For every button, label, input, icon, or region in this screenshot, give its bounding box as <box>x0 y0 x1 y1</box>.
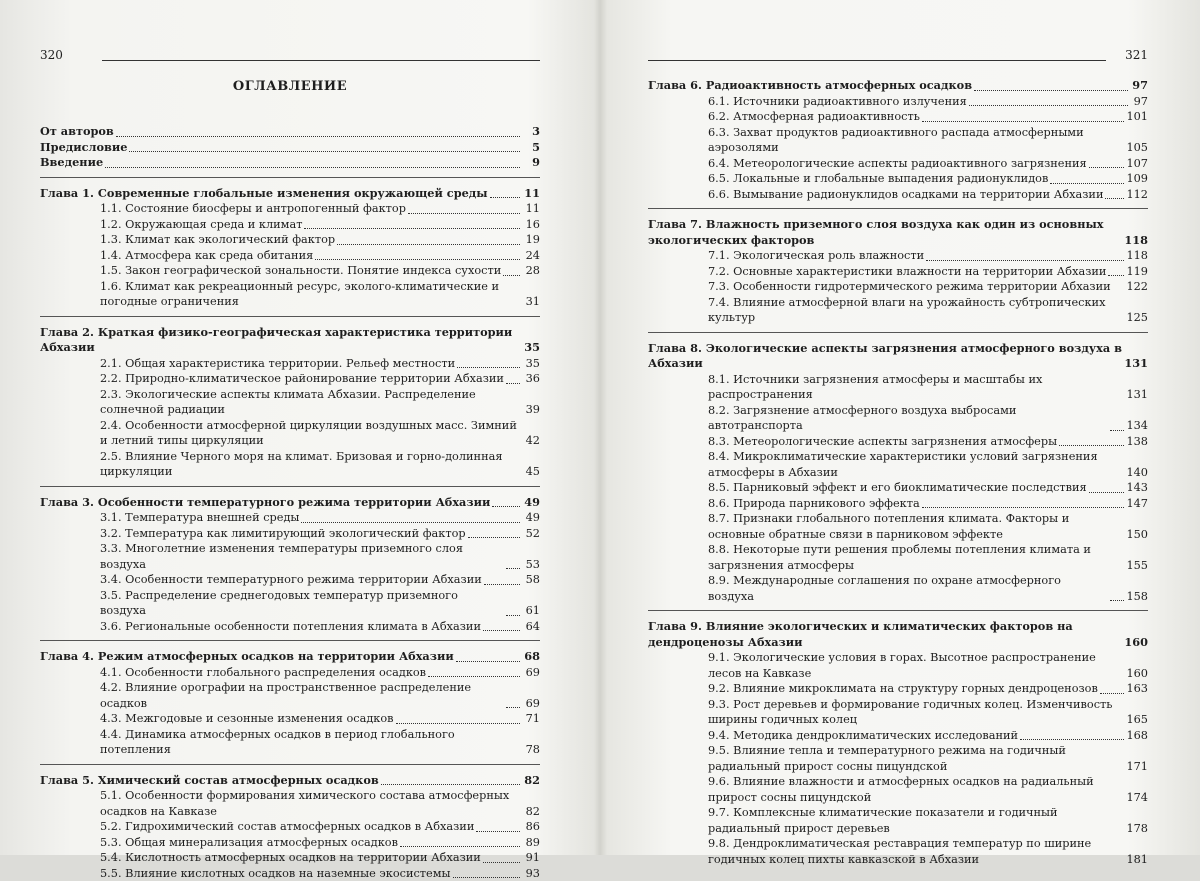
toc-section <box>648 295 1148 326</box>
section-page: 31 <box>522 294 540 310</box>
toc-section <box>648 279 1148 295</box>
chapter-title: Глава 2. Краткая физико-географическая характеристика территории Абхазии <box>40 325 522 356</box>
section-page: 89 <box>522 835 540 851</box>
toc-section <box>40 232 540 248</box>
section-page: 138 <box>1126 434 1148 450</box>
toc-section <box>648 403 1148 434</box>
section-page: 36 <box>522 371 540 387</box>
section-page: 39 <box>522 402 540 418</box>
chapter-title: Глава 5. Химический состав атмосферных осадков <box>40 773 379 789</box>
toc-section <box>40 449 540 480</box>
section-page: 131 <box>1126 387 1148 403</box>
toc-section <box>40 510 540 526</box>
toc-chapter <box>648 78 1148 94</box>
chapter-separator <box>40 640 540 641</box>
chapter-separator <box>648 332 1148 333</box>
toc-section <box>648 774 1148 805</box>
section-title: 8.3. Метеорологические аспекты загрязнения атмосферы <box>708 434 1057 450</box>
toc-section <box>648 171 1148 187</box>
section-title: 9.5. Влияние тепла и температурного режима на годичный радиальный прирост сосны пицундской <box>708 743 1126 774</box>
toc-section <box>40 835 540 851</box>
entry-page: 3 <box>522 124 540 140</box>
toc-section <box>648 372 1148 403</box>
section-page: 160 <box>1126 666 1148 682</box>
section-title: 3.3. Многолетние изменения температуры приземного слоя воздуха <box>100 541 504 572</box>
section-page: 69 <box>522 696 540 712</box>
toc-section <box>648 264 1148 280</box>
section-page: 16 <box>522 217 540 233</box>
section-page: 165 <box>1126 712 1148 728</box>
toc-section <box>648 109 1148 125</box>
toc-section <box>40 371 540 387</box>
chapter-separator <box>648 610 1148 611</box>
chapter-page: 160 <box>1124 635 1148 651</box>
section-page: 155 <box>1126 558 1148 574</box>
section-page: 24 <box>522 248 540 264</box>
toc-section <box>648 94 1148 110</box>
section-page: 178 <box>1126 821 1148 837</box>
section-title: 4.1. Особенности глобального распределения осадков <box>100 665 426 681</box>
toc-section <box>40 866 540 881</box>
section-page: 28 <box>522 263 540 279</box>
section-title: 8.7. Признаки глобального потепления климата. Факторы и основные обратные связи в парниковом эффекте <box>708 511 1126 542</box>
section-page: 91 <box>522 850 540 866</box>
toc-section <box>648 573 1148 604</box>
section-title: 9.4. Методика дендроклиматических исследований <box>708 728 1018 744</box>
toc-section <box>40 356 540 372</box>
section-title: 6.4. Метеорологические аспекты радиоактивного загрязнения <box>708 156 1087 172</box>
section-title: 6.5. Локальные и глобальные выпадения радионуклидов <box>708 171 1048 187</box>
section-page: 53 <box>522 557 540 573</box>
section-page: 118 <box>1126 248 1148 264</box>
section-page: 93 <box>522 866 540 881</box>
toc-section <box>40 680 540 711</box>
section-page: 147 <box>1126 496 1148 512</box>
section-page: 78 <box>522 742 540 758</box>
toc-chapter <box>40 773 540 789</box>
toc-section <box>40 263 540 279</box>
toc-chapter <box>40 495 540 511</box>
toc-section <box>648 511 1148 542</box>
toc-title: ОГЛАВЛЕНИЕ <box>40 79 540 94</box>
toc-section <box>648 542 1148 573</box>
section-title: 7.4. Влияние атмосферной влаги на урожайность субтропических культур <box>708 295 1126 326</box>
section-title: 6.1. Источники радиоактивного излучения <box>708 94 967 110</box>
toc-section <box>40 387 540 418</box>
section-title: 4.4. Динамика атмосферных осадков в период глобального потепления <box>100 727 522 758</box>
section-page: 64 <box>522 619 540 635</box>
section-page: 45 <box>522 464 540 480</box>
section-title: 6.3. Захват продуктов радиоактивного распада атмосферными аэрозолями <box>708 125 1126 156</box>
section-page: 109 <box>1126 171 1148 187</box>
section-title: 4.2. Влияние орографии на пространственное распределение осадков <box>100 680 504 711</box>
section-title: 9.3. Рост деревьев и формирование годичных колец. Изменчивость ширины годичных колец <box>708 697 1126 728</box>
toc-section <box>40 248 540 264</box>
section-page: 19 <box>522 232 540 248</box>
chapter-page: 118 <box>1124 233 1148 249</box>
section-page: 61 <box>522 603 540 619</box>
toc-chapter <box>648 341 1148 372</box>
section-title: 2.3. Экологические аспекты климата Абхазии. Распределение солнечной радиации <box>100 387 522 418</box>
toc-section <box>40 588 540 619</box>
chapter-page: 35 <box>522 340 540 356</box>
toc-section <box>648 836 1148 867</box>
section-page: 140 <box>1126 465 1148 481</box>
toc-section <box>40 727 540 758</box>
chapter-page: 97 <box>1130 78 1148 94</box>
chapter-separator <box>40 764 540 765</box>
section-title: 9.7. Комплексные климатические показатели и годичный радиальный прирост деревьев <box>708 805 1126 836</box>
section-title: 1.6. Климат как рекреационный ресурс, эколого-климатические и погодные ограничения <box>100 279 522 310</box>
toc-right <box>648 78 1148 867</box>
chapter-title: Глава 8. Экологические аспекты загрязнения атмосферного воздуха в Абхазии <box>648 341 1124 372</box>
section-page: 11 <box>522 201 540 217</box>
section-title: 1.1. Состояние биосферы и антропогенный фактор <box>100 201 406 217</box>
section-page: 107 <box>1126 156 1148 172</box>
entry-title: Введение <box>40 155 103 171</box>
toc-section <box>40 217 540 233</box>
left-page <box>40 0 540 855</box>
toc-left <box>40 124 540 881</box>
section-title: 2.4. Особенности атмосферной циркуляции воздушных масс. Зимний и летний типы циркуляции <box>100 418 522 449</box>
chapter-title: Глава 4. Режим атмосферных осадков на территории Абхазии <box>40 649 454 665</box>
toc-section <box>648 650 1148 681</box>
page-number-left: 320 <box>40 48 63 62</box>
chapter-page: 68 <box>522 649 540 665</box>
chapter-separator <box>40 486 540 487</box>
section-title: 9.6. Влияние влажности и атмосферных осадков на радиальный прирост сосны пицундской <box>708 774 1126 805</box>
chapter-title: Глава 9. Влияние экологических и климатических факторов на дендроценозы Абхазии <box>648 619 1124 650</box>
section-title: 2.1. Общая характеристика территории. Рельеф местности <box>100 356 455 372</box>
toc-section <box>40 201 540 217</box>
section-page: 101 <box>1126 109 1148 125</box>
section-title: 1.3. Климат как экологический фактор <box>100 232 335 248</box>
toc-entry-front <box>40 124 540 140</box>
toc-section <box>40 819 540 835</box>
section-page: 119 <box>1126 264 1148 280</box>
section-page: 86 <box>522 819 540 835</box>
section-title: 8.4. Микроклиматические характеристики условий загрязнения атмосферы в Абхазии <box>708 449 1126 480</box>
toc-section <box>648 449 1148 480</box>
section-page: 143 <box>1126 480 1148 496</box>
section-page: 82 <box>522 804 540 820</box>
chapter-page: 11 <box>522 186 540 202</box>
toc-section <box>40 665 540 681</box>
section-page: 52 <box>522 526 540 542</box>
toc-chapter <box>648 217 1148 248</box>
toc-section <box>648 805 1148 836</box>
section-title: 7.3. Особенности гидротермического режима территории Абхазии <box>708 279 1126 295</box>
chapter-page: 131 <box>1124 356 1148 372</box>
toc-section <box>648 743 1148 774</box>
section-title: 3.6. Региональные особенности потепления климата в Абхазии <box>100 619 481 635</box>
section-title: 9.1. Экологические условия в горах. Высотное распространение лесов на Кавказе <box>708 650 1126 681</box>
section-title: 2.2. Природно-климатическое районирование территории Абхазии <box>100 371 504 387</box>
toc-section <box>40 619 540 635</box>
toc-section <box>40 418 540 449</box>
toc-section <box>40 572 540 588</box>
toc-section <box>648 125 1148 156</box>
section-title: 8.2. Загрязнение атмосферного воздуха выбросами автотранспорта <box>708 403 1108 434</box>
header-rule-left <box>102 60 540 61</box>
section-title: 5.3. Общая минерализация атмосферных осадков <box>100 835 398 851</box>
toc-section <box>40 541 540 572</box>
section-title: 8.1. Источники загрязнения атмосферы и масштабы их распространения <box>708 372 1126 403</box>
section-page: 97 <box>1130 94 1148 110</box>
entry-page: 9 <box>522 155 540 171</box>
toc-section <box>40 526 540 542</box>
toc-section <box>648 480 1148 496</box>
section-title: 5.4. Кислотность атмосферных осадков на территории Абхазии <box>100 850 481 866</box>
section-page: 125 <box>1126 310 1148 326</box>
section-title: 8.6. Природа парникового эффекта <box>708 496 920 512</box>
chapter-title: Глава 1. Современные глобальные изменения окружающей среды <box>40 186 488 202</box>
toc-section <box>648 248 1148 264</box>
toc-entry-front <box>40 140 540 156</box>
toc-section <box>648 496 1148 512</box>
toc-section <box>648 434 1148 450</box>
section-page: 150 <box>1126 527 1148 543</box>
section-page: 168 <box>1126 728 1148 744</box>
toc-section <box>40 850 540 866</box>
chapter-separator <box>648 208 1148 209</box>
section-title: 8.8. Некоторые пути решения проблемы потепления климата и загрязнения атмосферы <box>708 542 1126 573</box>
section-page: 174 <box>1126 790 1148 806</box>
section-page: 69 <box>522 665 540 681</box>
section-title: 6.2. Атмосферная радиоактивность <box>708 109 920 125</box>
entry-page: 5 <box>522 140 540 156</box>
section-title: 9.8. Дендроклиматическая реставрация температур по ширине годичных колец пихты кавказской в Абхазии <box>708 836 1126 867</box>
section-title: 3.2. Температура как лимитирующий экологический фактор <box>100 526 466 542</box>
toc-section <box>40 279 540 310</box>
section-title: 3.4. Особенности температурного режима территории Абхазии <box>100 572 482 588</box>
section-title: 5.5. Влияние кислотных осадков на наземные экосистемы <box>100 866 451 881</box>
toc-section <box>648 697 1148 728</box>
toc-chapter <box>40 649 540 665</box>
right-page <box>648 0 1148 855</box>
section-title: 8.9. Международные соглашения по охране атмосферного воздуха <box>708 573 1108 604</box>
chapter-separator <box>40 177 540 178</box>
section-page: 49 <box>522 510 540 526</box>
toc-chapter <box>40 325 540 356</box>
chapter-page: 49 <box>522 495 540 511</box>
section-page: 163 <box>1126 681 1148 697</box>
section-title: 3.1. Температура внешней среды <box>100 510 299 526</box>
toc-section <box>648 156 1148 172</box>
section-page: 181 <box>1126 852 1148 868</box>
section-title: 6.6. Вымывание радионуклидов осадками на территории Абхазии <box>708 187 1103 203</box>
section-page: 158 <box>1126 589 1148 605</box>
section-page: 71 <box>522 711 540 727</box>
section-page: 171 <box>1126 759 1148 775</box>
page-number-right: 321 <box>1125 48 1148 62</box>
toc-section <box>648 681 1148 697</box>
section-page: 58 <box>522 572 540 588</box>
chapter-separator <box>40 316 540 317</box>
section-title: 7.2. Основные характеристики влажности на территории Абхазии <box>708 264 1106 280</box>
section-title: 5.1. Особенности формирования химического состава атмосферных осадков на Кавказе <box>100 788 522 819</box>
section-title: 5.2. Гидрохимический состав атмосферных осадков в Абхазии <box>100 819 474 835</box>
toc-section <box>648 187 1148 203</box>
section-title: 8.5. Парниковый эффект и его биоклиматические последствия <box>708 480 1087 496</box>
section-page: 35 <box>522 356 540 372</box>
section-page: 122 <box>1126 279 1148 295</box>
section-title: 4.3. Межгодовые и сезонные изменения осадков <box>100 711 394 727</box>
toc-section <box>40 711 540 727</box>
section-page: 42 <box>522 433 540 449</box>
section-title: 9.2. Влияние микроклимата на структуру горных дендроценозов <box>708 681 1098 697</box>
section-page: 105 <box>1126 140 1148 156</box>
chapter-title: Глава 6. Радиоактивность атмосферных осадков <box>648 78 972 94</box>
section-title: 7.1. Экологическая роль влажности <box>708 248 924 264</box>
section-page: 134 <box>1126 418 1148 434</box>
section-page: 112 <box>1126 187 1148 203</box>
entry-title: Предисловие <box>40 140 127 156</box>
entry-title: От авторов <box>40 124 114 140</box>
section-title: 3.5. Распределение среднегодовых температур приземного воздуха <box>100 588 504 619</box>
section-title: 1.4. Атмосфера как среда обитания <box>100 248 313 264</box>
header-rule-right <box>648 60 1106 61</box>
toc-section <box>648 728 1148 744</box>
chapter-page: 82 <box>522 773 540 789</box>
chapter-title: Глава 7. Влажность приземного слоя воздуха как один из основных экологических факторов <box>648 217 1124 248</box>
toc-section <box>40 788 540 819</box>
toc-chapter <box>648 619 1148 650</box>
section-title: 1.2. Окружающая среда и климат <box>100 217 302 233</box>
section-title: 2.5. Влияние Черного моря на климат. Бризовая и горно-долинная циркуляции <box>100 449 522 480</box>
chapter-title: Глава 3. Особенности температурного режима территории Абхазии <box>40 495 490 511</box>
section-title: 1.5. Закон географической зональности. Понятие индекса сухости <box>100 263 501 279</box>
toc-entry-front <box>40 155 540 171</box>
toc-chapter <box>40 186 540 202</box>
